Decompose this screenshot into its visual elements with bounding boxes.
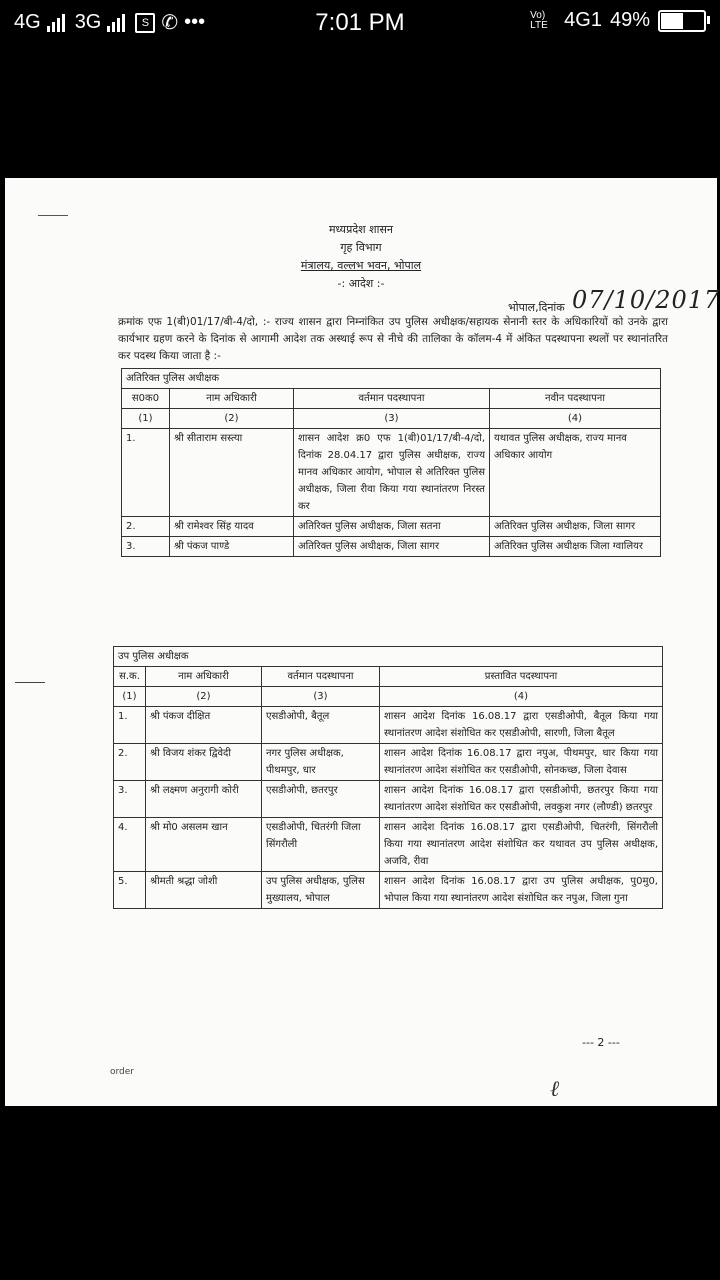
- row-current: शासन आदेश क्र0 एफ 1(बी)01/17/बी-4/दो, दिनांक 28.04.17 द्वारा पुलिस अधीक्षक, राज्य मानव अधिकार आयोग, भोपाल से अतिरिक्त पुलिस अधीक्षक, जिला रीवा किया गया स्थानांतरण निरस्त कर: [294, 429, 490, 517]
- network-4g1-label: 4G1: [564, 9, 602, 31]
- order-number: क्रमांक एफ 1(बी)01/17/बी-4/दो, :-: [118, 316, 271, 328]
- table-row: [114, 744, 663, 781]
- row-current: अतिरिक्त पुलिस अधीक्षक, जिला सतना: [294, 517, 490, 537]
- row-name: श्री पंकज दीक्षित: [146, 707, 262, 744]
- network-4g-label: 4G: [14, 11, 41, 33]
- table-dsp: [113, 646, 663, 909]
- address-heading: मंत्रालय, वल्लभ भवन, भोपाल: [300, 259, 422, 272]
- table-additional-sp: [121, 368, 661, 557]
- handwritten-date: 07/10/2017: [572, 286, 720, 314]
- row-name: श्री विजय शंकर द्विवेदी: [146, 744, 262, 781]
- table1-colnum-2: (2): [170, 409, 294, 429]
- row-sn: 4.: [114, 818, 146, 872]
- initials-signature: ℓ: [550, 1077, 560, 1102]
- battery-fill: [661, 13, 683, 29]
- row-proposed: शासन आदेश दिनांक 16.08.17 द्वारा उप पुलिस अधीक्षक, पु0मु0, भोपाल किया गया स्थानांतरण आदेश संशोधित कर नपुअ, जिला गुना: [380, 872, 663, 909]
- row-proposed: शासन आदेश दिनांक 16.08.17 द्वारा एसडीओपी, बैतूल किया गया स्थानांतरण आदेश संशोधित कर एसडीओपी, सारणी, जिला बैतूल: [380, 707, 663, 744]
- table2-header-proposed: प्रस्तावित पदस्थापना: [380, 667, 663, 687]
- table-row: [122, 517, 661, 537]
- table1-section-title: अतिरिक्त पुलिस अधीक्षक: [122, 369, 661, 389]
- document-image: [5, 178, 720, 1106]
- table-row: [114, 818, 663, 872]
- row-sn: 2.: [114, 744, 146, 781]
- table1-header-new: नवीन पदस्थापना: [490, 389, 661, 409]
- table2-section-title: उप पुलिस अधीक्षक: [114, 647, 663, 667]
- intro-text: राज्य शासन द्वारा निम्नांकित उप पुलिस अधीक्षक/सहायक सेनानी स्तर के अधिकारियों को उनके द्वारा कार्यभार ग्रहण करने के दिनांक से आगामी आदेश तक अस्थाई रूप से नीचे की तालिका के कॉलम-4 में अंकित पदस्थापना स्थलों पर स्थानांतरित कर पदस्थ किया जाता है :-: [118, 316, 669, 362]
- table1-header-name: नाम अधिकारी: [170, 389, 294, 409]
- table1-colnum-3: (3): [294, 409, 490, 429]
- volte-icon: Vo) LTE: [530, 9, 548, 31]
- table-row: [122, 537, 661, 557]
- table2-colnum-4: (4): [380, 687, 663, 707]
- table-row: [122, 429, 661, 517]
- row-sn: 3.: [122, 537, 170, 557]
- row-current: एसडीओपी, छतरपुर: [262, 781, 380, 818]
- row-name: श्री पंकज पाण्डे: [170, 537, 294, 557]
- row-name: श्रीमती श्रद्धा जोशी: [146, 872, 262, 909]
- table2-colnum-3: (3): [262, 687, 380, 707]
- row-name: श्री लक्ष्मण अनुरागी कोरी: [146, 781, 262, 818]
- table1-colnum-1: (1): [122, 409, 170, 429]
- dept-heading: गृह विभाग: [340, 241, 382, 254]
- page-number: --- 2 ---: [582, 1036, 620, 1049]
- table2-header-name: नाम अधिकारी: [146, 667, 262, 687]
- table2-header-sn: स.क.: [114, 667, 146, 687]
- row-sn: 1.: [114, 707, 146, 744]
- order-title: -: आदेश :-: [337, 277, 385, 290]
- battery-percent: 49%: [609, 9, 650, 31]
- row-name: श्री सीताराम सस्त्या: [170, 429, 294, 517]
- row-proposed: शासन आदेश दिनांक 16.08.17 द्वारा एसडीओपी, छतरपुर किया गया स्थानांतरण आदेश संशोधित कर एसडीओपी, लवकुश नगर (लौण्डी) छतरपुर: [380, 781, 663, 818]
- footer-label: order: [110, 1067, 134, 1077]
- table-row: [114, 872, 663, 909]
- row-current: अतिरिक्त पुलिस अधीक्षक, जिला सागर: [294, 537, 490, 557]
- row-current: एसडीओपी, बैतूल: [262, 707, 380, 744]
- row-current: उप पुलिस अधीक्षक, पुलिस मुख्यालय, भोपाल: [262, 872, 380, 909]
- scan-mark-2: [15, 682, 45, 683]
- intro-paragraph: [118, 314, 668, 365]
- row-proposed: शासन आदेश दिनांक 16.08.17 द्वारा एसडीओपी, चितरंगी, सिंगरौली किया गया स्थानांतरण आदेश संशोधित कर यथावत उप पुलिस अधीक्षक, अजवि, रीवा: [380, 818, 663, 872]
- row-name: श्री रामेश्वर सिंह यादव: [170, 517, 294, 537]
- scan-mark: [38, 215, 68, 216]
- table2-colnum-2: (2): [146, 687, 262, 707]
- table1-colnum-4: (4): [490, 409, 661, 429]
- row-new: अतिरिक्त पुलिस अधीक्षक जिला ग्वालियर: [490, 537, 661, 557]
- table2-header-current: वर्तमान पदस्थापना: [262, 667, 380, 687]
- clock: 7:01 PM: [315, 9, 405, 36]
- table-row: [114, 707, 663, 744]
- row-new: यथावत पुलिस अधीक्षक, राज्य मानव अधिकार आयोग: [490, 429, 661, 517]
- place-date-label: भोपाल,दिनांक: [508, 301, 565, 314]
- row-proposed: शासन आदेश दिनांक 16.08.17 द्वारा नपुअ, पीथमपुर, धार किया गया स्थानांतरण आदेश संशोधित कर एसडीओपी, सोनकच्छ, जिला देवास: [380, 744, 663, 781]
- sim-icon: S: [135, 13, 155, 33]
- row-current: नगर पुलिस अधीक्षक, पीथमपुर, धार: [262, 744, 380, 781]
- row-sn: 3.: [114, 781, 146, 818]
- more-notifications-icon: •••: [184, 11, 206, 33]
- battery-icon: [658, 10, 706, 32]
- row-new: अतिरिक्त पुलिस अधीक्षक, जिला सागर: [490, 517, 661, 537]
- table1-header-sn: स0क0: [122, 389, 170, 409]
- network-3g-label: 3G: [74, 11, 102, 33]
- table-row: [114, 781, 663, 818]
- row-sn: 2.: [122, 517, 170, 537]
- row-name: श्री मो0 असलम खान: [146, 818, 262, 872]
- row-sn: 5.: [114, 872, 146, 909]
- table1-header-current: वर्तमान पदस्थापना: [294, 389, 490, 409]
- whatsapp-icon: ✆: [161, 12, 179, 34]
- gov-heading: मध्यप्रदेश शासन: [328, 223, 394, 236]
- row-current: एसडीओपी, चितरंगी जिला सिंगरौली: [262, 818, 380, 872]
- table2-colnum-1: (1): [114, 687, 146, 707]
- row-sn: 1.: [122, 429, 170, 517]
- status-right: [530, 9, 706, 32]
- status-bar: [0, 0, 720, 48]
